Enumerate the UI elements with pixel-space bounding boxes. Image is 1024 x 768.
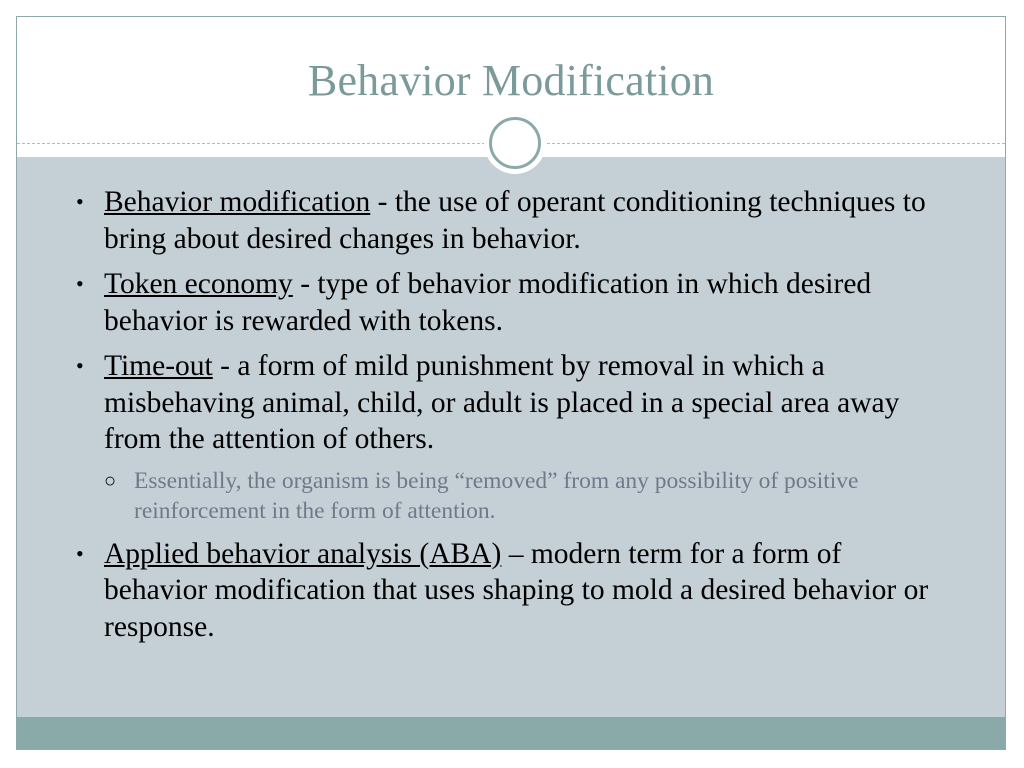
term-label: Time-out (104, 350, 213, 382)
term-label: Behavior modification (104, 186, 371, 218)
bullet-dot-icon: • (76, 353, 84, 378)
hollow-circle-icon: ○ (104, 469, 117, 492)
bullet-item-time-out (74, 348, 934, 458)
bullet-item-aba (74, 536, 934, 646)
term-definition: - type of behavior modification in which desired behavior is rewarded with tokens. (104, 268, 872, 337)
slide-footer-bar (17, 717, 1005, 750)
bullet-dot-icon: • (76, 271, 84, 296)
bullet-dot-icon: • (76, 540, 84, 566)
bullet-list (74, 184, 934, 645)
ring-icon (489, 117, 541, 169)
term-label: Applied behavior analysis (ABA) (104, 537, 502, 570)
sub-bullet-item-time-out (74, 466, 934, 527)
slide-title: Behavior Modification (307, 56, 715, 105)
sub-bullet-text: Essentially, the organism is being “removed” from any possibility of positive reinforcement in the form of attention. (134, 467, 859, 524)
term-definition: - the use of operant conditioning techniques to bring about desired changes in behavior. (104, 186, 926, 255)
term-definition: – modern term for a form of behavior modification that uses shaping to mold a desired behavior or response. (104, 537, 929, 643)
term-definition: - a form of mild punishment by removal in which a misbehaving animal, child, or adult is placed in a special area away from the attention of others. (104, 350, 900, 455)
bullet-item-token-economy (74, 266, 934, 339)
bullet-dot-icon: • (76, 189, 84, 214)
term-label: Token economy (104, 268, 293, 300)
ring-ornament-icon (484, 112, 546, 174)
bullet-item-behavior-modification (74, 184, 934, 257)
